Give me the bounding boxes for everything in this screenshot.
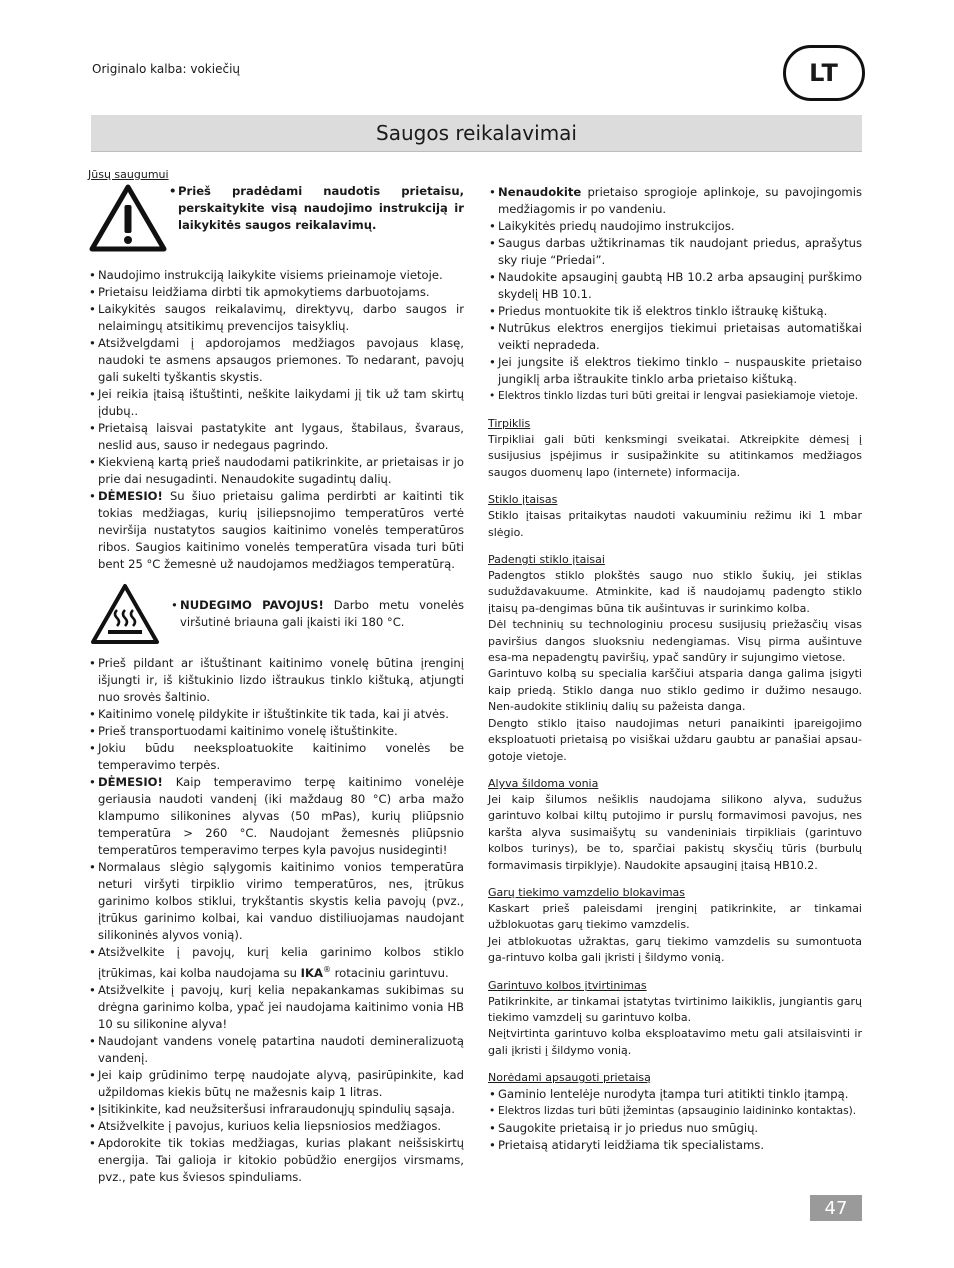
list-item: • Naudojant vandens vonelę patartina naudoti demineralizuotą vandenį.	[88, 1033, 464, 1067]
list-item: • Atsižvelkite į pavojus, kuriuos kelia liepsniosios medžiagos.	[88, 1118, 464, 1135]
list-item: • Jei kaip grūdinimo terpę naudojate alyvą, pasirūpinkite, kad užpildomas kiekis būtų ne mažesnis kaip 1 litras.	[88, 1067, 464, 1101]
list-item: • Gaminio lentelėje nurodyta įtampa turi atitikti tinklo įtampą.	[488, 1086, 862, 1103]
warning-triangle-icon	[88, 183, 168, 253]
list-item: • Normalaus slėgio sąlygomis kaitinimo vonios temperatūra neturi viršyti tirpiklio virimo temperatūros, nes, įtrūkus garinimo kolbos stiklui, trykštantis skystis kelia pavojų (pvz., įtrūkus garinimo kolbai, kai vanduo distiliuojamas naudojant silikoninės alyvos vonią).	[88, 859, 464, 944]
section-paragraph: Jei kaip šilumos nešiklis naudojama silikono alyva, sudužus garintuvo kolbai kiltų putojimo ir purslų formavimosi pavojus, nes karšta alyva susimaišytų su vandeniniais tirpikliais (garintuvo kolbos turinys), be to, sparčiai pakistų skysčių tūris (burbulų formavimasis tirpiklyje). Naudokite apsauginį įtaisą HB10.2.	[488, 792, 862, 872]
list-item: • Prieš pildant ar ištuštinant kaitinimo vonelę būtina įrenginį išjungti ir, iš kištukinio lizdo ištraukus tinklo kištuką, atjungti nuo srovės šaltinio.	[88, 655, 464, 706]
protect-device-list	[488, 1086, 862, 1154]
original-language-note: Originalo kalba: vokiečių	[92, 62, 241, 76]
section-paragraph: Dėl techninių su technologiniu procesu susijusių priežasčių visas paviršius dangos sluoksniu nedengiamas. Visų pirma aušintuve esa-ma nepadengtų paviršių, ypač sandūry ir sujungimo vietose.	[488, 618, 862, 665]
page-title-bar	[91, 115, 862, 152]
list-item: • Saugus darbas užtikrinamas tik naudojant priedus, aprašytus sky riuje “Priedai”.	[488, 235, 862, 269]
section-title: Garų tiekimo vamzdelio blokavimas	[488, 885, 686, 899]
page-title: Saugos reikalavimai	[376, 121, 577, 145]
section-paragraph: Neįtvirtinta garintuvo kolba eksploatavimo metu gali atsilaisvinti ir gali įkristi į šildymo vonią.	[488, 1027, 862, 1057]
burn-warning-block	[88, 583, 464, 645]
list-item: • Laikykitės saugos reikalavimų, direktyvų, darbo saugos ir nelaimingų atsitikimų prevencijos taisyklių.	[88, 301, 464, 335]
list-item: • Laikykitės priedų naudojimo instrukcijos.	[488, 218, 862, 235]
list-item: • Jokiu būdu neeksploatuokite kaitinimo vonelės be temperavimo terpės.	[88, 740, 464, 774]
list-item: • Atsižvelgdami į apdorojamos medžiagos pavojaus klasę, naudoki te asmens apsaugos priemones. To nedarant, pavojų gali sukelti tyškantis skystis.	[88, 335, 464, 386]
no-explosive-env-item: • Nenaudokite prietaiso sprogioje aplinkoje, su pavojingomis medžiagomis ir po vandeniu.	[488, 184, 862, 218]
section-title: Alyva šildoma vonia	[488, 776, 599, 790]
section-paragraph: Garintuvo kolbą su specialia karščiui atsparia danga galima įsigyti kaip priedą. Stiklo danga nuo stiklo gedimo ir dužimo nesaugo. Nen-audokite stiklinių dalių su pažeista danga.	[488, 667, 862, 714]
section-title: Padengti stiklo įtaisai	[488, 553, 605, 567]
left-column	[88, 166, 464, 1186]
list-item: • Naudojimo instrukciją laikykite visiems prieinamoje vietoje.	[88, 267, 464, 284]
list-item: • Prietaisą atidaryti leidžiama tik specialistams.	[488, 1137, 862, 1154]
list-item: • Saugokite prietaisą ir jo priedus nuo smūgių.	[488, 1120, 862, 1137]
right-safety-list	[488, 218, 862, 388]
attention-note-2: • DĖMESIO! Kaip temperavimo terpę kaitinimo vonelėje geriausia naudoti vandenį (iki maždaug 80 °C) arba mažo klampumo silikonines alyvas (50 mPas), kurių pliūpsnio temperatūra > 260 °C. Naudojant žemesnės pliūpsnio temperatūros temperavimo terpes kyla pavojus nusideginti!	[88, 774, 464, 859]
section-title-safety: Jūsų saugumui	[88, 168, 169, 181]
section-title: Garintuvo kolbos įtvirtinimas	[488, 978, 647, 992]
list-item: • Naudokite apsauginį gaubtą HB 10.2 arba apsauginį purškimo skydelį HB 10.1.	[488, 269, 862, 303]
section-paragraph: Dengto stiklo įtaiso naudojimas neturi panaikinti įpareigojimo eksploatuoti prietaisą po visiškai uždaru gaubtu ar panašiai apsau-gotoje vietoje.	[488, 716, 862, 763]
general-warning-block	[88, 183, 464, 253]
language-badge: LT	[783, 45, 865, 101]
list-item: • Prietaisu leidžiama dirbti tik apmokytiems darbuotojams.	[88, 284, 464, 301]
list-item: • Kaitinimo vonelę pildykite ir ištuštinkite tik tada, kai ji atvės.	[88, 706, 464, 723]
socket-accessible-item: • Elektros tinklo lizdas turi būti greitai ir lengvai pasiekiamoje vietoje.	[488, 388, 862, 405]
right-column	[488, 184, 862, 1154]
attention-note-1: • DĖMESIO! Su šiuo prietaisu galima perdirbti ar kaitinti tik tokias medžiagas, kurių įsiliepsnojimo temperatūros vertė neviršija nustatytos saugios kaitinimo vonelės temperatūros ribos. Saugios kaitinimo vonelės temperatūra visada turi būti bent 25 °C žemesnė už naudojamos medžiagos temperatūrą.	[88, 488, 464, 573]
section-title: Stiklo įtaisas	[488, 493, 558, 507]
list-item: • Elektros lizdas turi būti įžemintas (apsauginio laidininko kontaktas).	[488, 1103, 862, 1120]
hot-surface-icon	[90, 583, 160, 645]
section-paragraph: Kaskart prieš paleisdami įrenginį patikrinkite, ar tinkamai užblokuotas garų tiekimo vamzdelis.	[488, 901, 862, 932]
burn-warning-text: • NUDEGIMO PAVOJUS! Darbo metu vonelės viršutinė briauna gali įkaisti iki 180 °C.	[170, 597, 464, 631]
section-title: Tirpiklis	[488, 417, 531, 430]
section-paragraph: Jei atblokuotas užraktas, garų tiekimo vamzdelis su sumontuota ga-rintuvo kolba gali įkristi į šildymo vonią.	[488, 934, 862, 965]
list-item: • Nutrūkus elektros energijos tiekimui prietaisas automatiškai veikti nepradeda.	[488, 320, 862, 354]
safety-list-2	[88, 655, 464, 774]
list-item: • Atsižvelkite į pavojų, kurį kelia nepakankamas sukibimas su drėgna garinimo kolba, ypač jei naudojama kaitinimo vonia HB 10 su silikonine alyva!	[88, 982, 464, 1033]
list-item: • Kiekvieną kartą prieš naudodami patikrinkite, ar prietaisas ir jo prie dai nesugadinti. Nenaudokite sugadintų dalių.	[88, 454, 464, 488]
list-item: • Priedus montuokite tik iš elektros tinklo ištraukę kištuką.	[488, 303, 862, 320]
page-number: 47	[810, 1195, 862, 1221]
safety-list-3	[88, 859, 464, 944]
section-paragraph: Padengtos stiklo plokštės saugo nuo stiklo šukių, jei stiklas suduždavakuume. Atminkite, kad iš naudojamų padengto stiklo įtaisų pa-dengimas būna tik aušintuvas ir surinkimo kolba.	[488, 569, 862, 615]
section-paragraph: Stiklo įtaisas pritaikytas naudoti vakuuminiu režimu iki 1 mbar slėgio.	[488, 509, 862, 539]
section-paragraph: Tirpikliai gali būti kenksmingi sveikatai. Atkreipkite dėmesį į susijusius įspėjimus ir susipažinkite su atitinkamos medžiagos saugos duomenų lapo (internete) informacija.	[488, 433, 862, 479]
warning-read-instructions: • Prieš pradėdami naudotis prietaisu, perskaitykite visą naudojimo instrukciją ir laikykitės saugos reikalavimų.	[168, 183, 464, 234]
safety-list-1	[88, 267, 464, 488]
right-sections	[488, 415, 862, 1059]
list-item: • Jei reikia įtaisą ištuštinti, neškite laikydami jį tik už tam skirtų įdubų..	[88, 386, 464, 420]
safety-list-4	[88, 982, 464, 1186]
list-item: • Apdorokite tik tokias medžiagas, kurias plakant neišsiskirtų energija. Tai galioja ir kitokio pobūdžio energijos virsmams, pvz., pate kus šviesos spinduliams.	[88, 1135, 464, 1186]
ika-evaporator-note: • Atsižvelkite į pavojų, kurį kelia garinimo kolbos stiklo įtrūkimas, kai kolba naudojama su IKA® rotaciniu garintuvu.	[88, 944, 464, 982]
list-item: • Prietaisą laisvai pastatykite ant lygaus, štabilaus, švaraus, neslid aus, sauso ir nedegaus pagrindo.	[88, 420, 464, 454]
protect-device-title: Norėdami apsaugoti prietaisą	[488, 1071, 651, 1085]
list-item: • Jei jungsite iš elektros tiekimo tinklo – nuspauskite prietaiso jungiklį arba ištraukite tinklo arba prietaiso kištuką.	[488, 354, 862, 388]
list-item: • Prieš transportuodami kaitinimo vonelę ištuštinkite.	[88, 723, 464, 740]
section-paragraph: Patikrinkite, ar tinkamai įstatytas tvirtinimo laikiklis, jungiantis garų tiekimo vamzdelį su garintuvo kolba.	[488, 994, 862, 1024]
list-item: • Įsitikinkite, kad neužsiteršusi infraraudonųjų spindulių sąsaja.	[88, 1101, 464, 1118]
